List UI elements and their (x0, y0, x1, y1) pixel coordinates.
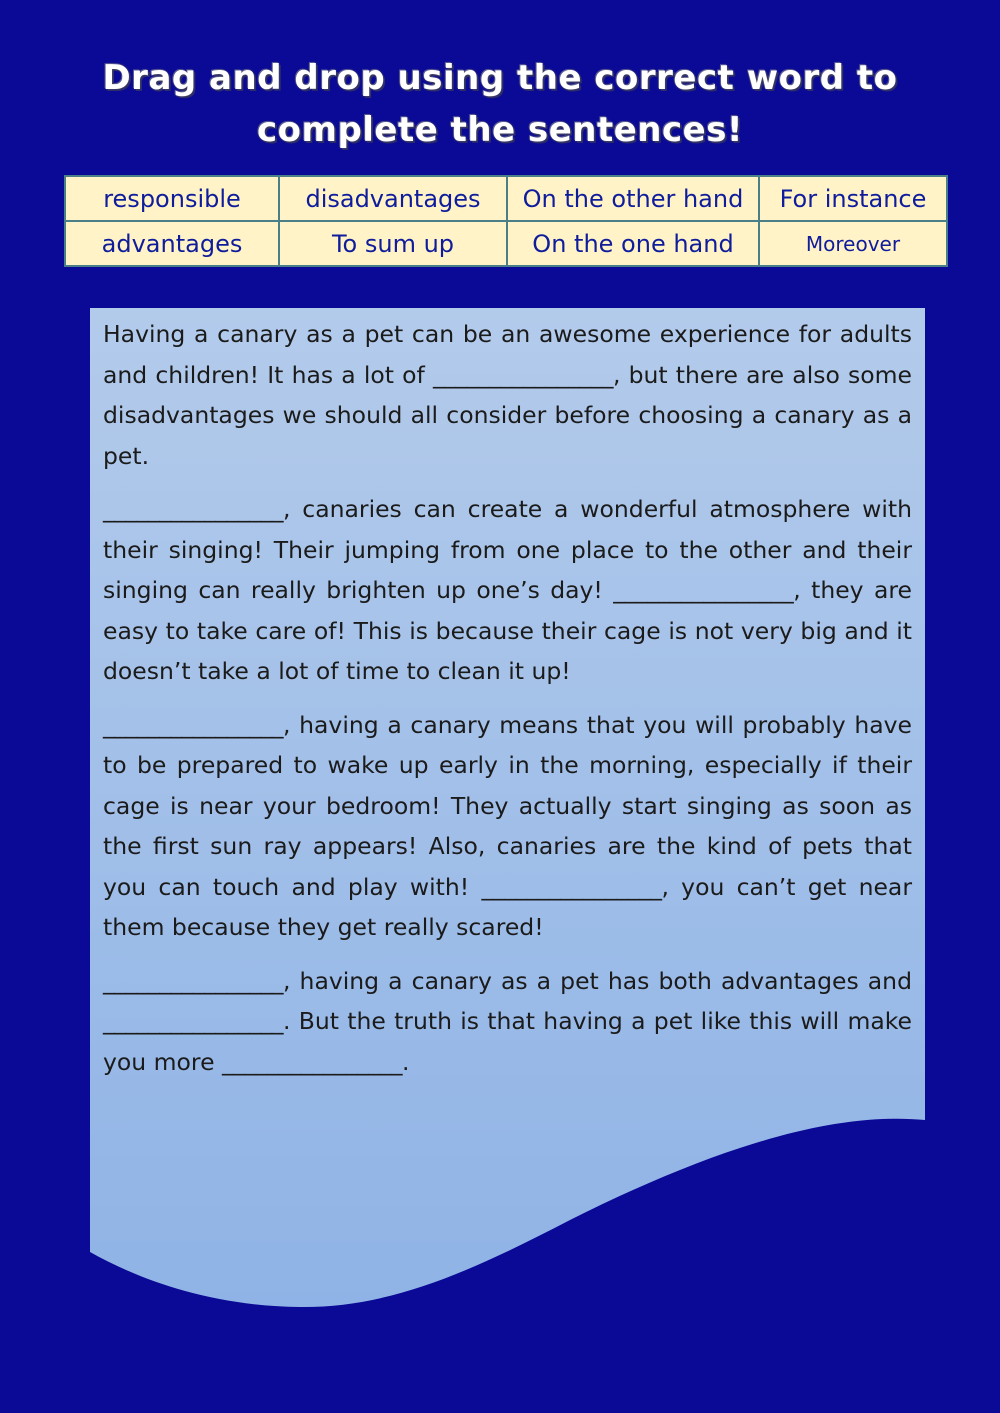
word-bank (64, 175, 948, 267)
blank-drop-zone-4[interactable]: ________________ (103, 710, 283, 739)
word-chip-responsible[interactable]: responsible (65, 176, 279, 221)
paragraph-2 (103, 489, 912, 692)
blank-drop-zone-2[interactable]: ________________ (103, 495, 283, 523)
paragraph-text: , having a canary as a pet has both advantages and (283, 966, 912, 995)
paragraph-text: , but there are also some disadvantages we should all consider before choosing a canary as a pet. (103, 360, 912, 470)
paragraph-3 (103, 705, 912, 948)
paragraph-text: , having a canary means that you will probably have to be prepared to wake up early in the morning, especially if their cage is near your bedroom! They actually start singing as soon as the first sun ray appears! Also, canaries are the kind of pets that you can touch and play with! (103, 710, 912, 901)
paragraph-text: . (402, 1047, 410, 1076)
word-chip-moreover[interactable]: Moreover (759, 221, 947, 266)
word-chip-on-the-one-hand[interactable]: On the one hand (507, 221, 759, 266)
page-title (60, 52, 940, 156)
blank-drop-zone-8[interactable]: ________________ (222, 1047, 402, 1076)
blank-drop-zone-5[interactable]: ________________ (481, 872, 662, 901)
blank-drop-zone-1[interactable]: ________________ (432, 360, 613, 389)
passage (103, 314, 912, 1095)
word-chip-for-instance[interactable]: For instance (759, 176, 947, 221)
paragraph-text: . But the truth is that having a pet like this will make you more (103, 1007, 912, 1076)
word-chip-disadvantages[interactable]: disadvantages (279, 176, 507, 221)
word-bank-row (65, 221, 947, 266)
blank-drop-zone-6[interactable]: ________________ (103, 966, 283, 995)
paragraph-text: , canaries can create a wonderful atmosphere with their singing! Their jumping from one place to the other and their singing can really brighten up one’s day! (103, 495, 912, 604)
blank-drop-zone-7[interactable]: ________________ (103, 1007, 283, 1035)
word-chip-to-sum-up[interactable]: To sum up (279, 221, 507, 266)
paragraph-text: Having a canary as a pet can be an awesome experience for adults and children! It has a lot of (103, 320, 912, 389)
paragraph-4 (103, 961, 912, 1083)
paragraph-text: , you can’t get near them because they get really scared! (103, 872, 912, 941)
word-chip-on-the-other-hand[interactable]: On the other hand (507, 176, 759, 221)
paragraph-text: , they are easy to take care of! This is because their cage is not very big and it doesn’t take a lot of time to clean it up! (103, 576, 912, 685)
word-chip-advantages[interactable]: advantages (65, 221, 279, 266)
word-bank-row (65, 176, 947, 221)
paragraph-1 (103, 314, 912, 476)
title-line-1: Drag and drop using the correct word to (102, 58, 898, 98)
blank-drop-zone-3[interactable]: ________________ (613, 576, 794, 604)
title-line-2: complete the sentences! (257, 110, 743, 150)
